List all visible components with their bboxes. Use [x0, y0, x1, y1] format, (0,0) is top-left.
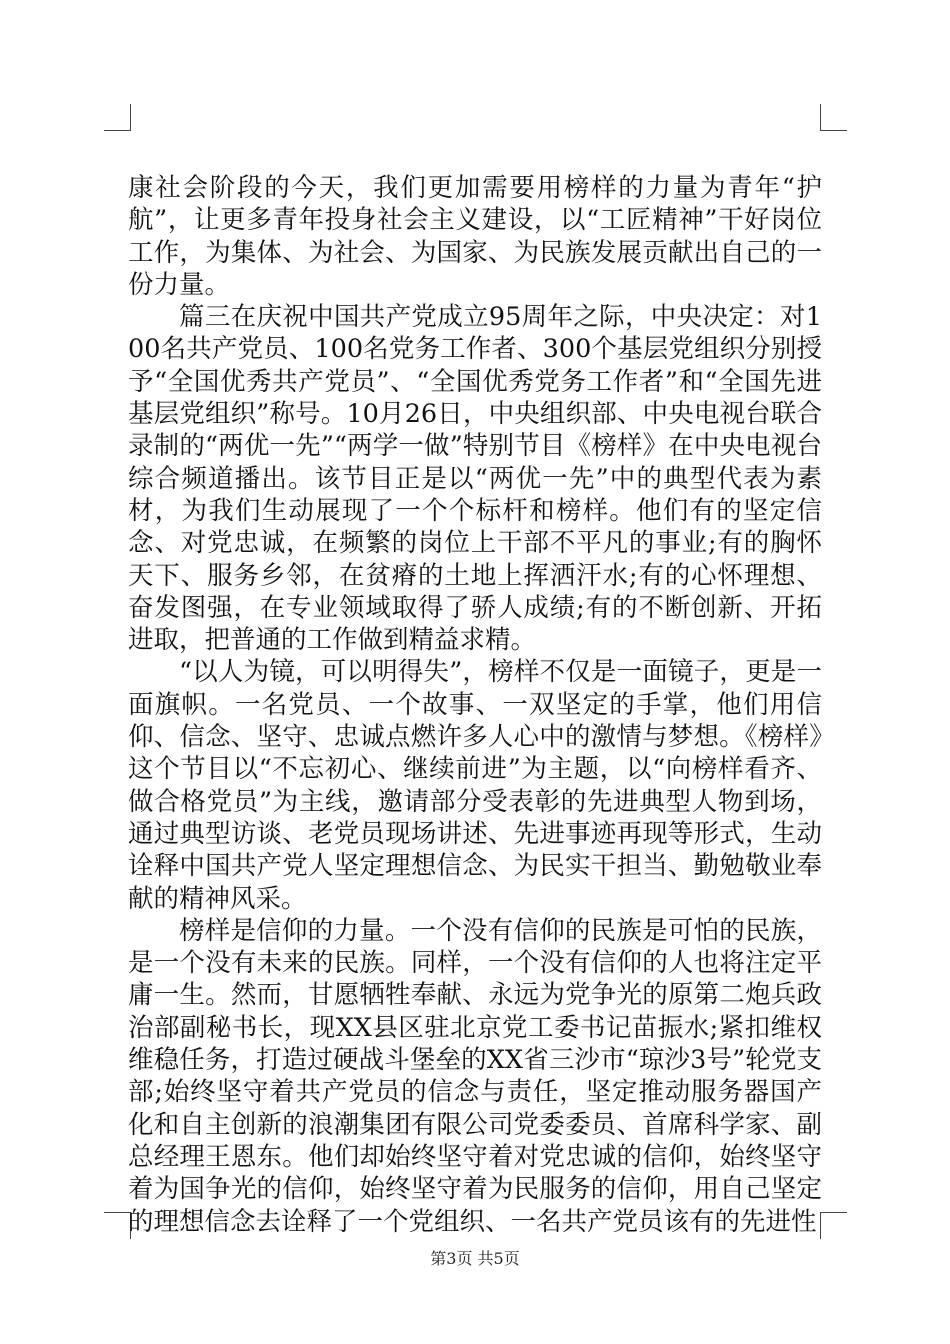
page-number-footer: 第3页 共5页 — [430, 1249, 520, 1268]
crop-mark-top-left — [104, 104, 131, 131]
paragraph: “以人为镜，可以明得失”，榜样不仅是一面镜子，更是一面旗帜。一名党员、一个故事、一双坚定的手掌，他们用信仰、信念、坚守、忠诚点燃许多人心中的激情与梦想。《榜样》这个节目以“不忘初心、继续前进”为主题，以“向榜样看齐、做合格党员”为主线，邀请部分受表彰的先进典型人物到场，通过典型访谈、老党员现场讲述、先进事迹再现等形式，生动诠释中国共产党人坚定理想信念、为民实干担当、勤勉敬业奉献的精神风采。 — [128, 657, 822, 914]
crop-mark-bottom-left — [104, 1212, 131, 1239]
crop-mark-top-right — [820, 104, 847, 131]
paragraph: 篇三在庆祝中国共产党成立95周年之际，中央决定：对100名共产党员、100名党务工作者、300个基层党组织分别授予“全国优秀共产党员”、“全国优秀党务工作者”和“全国先进基层党组织”称号。10月26日，中央组织部、中央电视台联合录制的“两优一先”“两学一做”特别节目《榜样》在中央电视台综合频道播出。该节目正是以“两优一先”中的典型代表为素材，为我们生动展现了一个个标杆和榜样。他们有的坚定信念、对党忠诚，在频繁的岗位上干部不平凡的事业;有的胸怀天下、服务乡邻，在贫瘠的土地上挥洒汗水;有的心怀理想、奋发图强，在专业领域取得了骄人成绩;有的不断创新、开拓进取，把普通的工作做到精益求精。 — [128, 302, 822, 656]
paragraph: 榜样是信仰的力量。一个没有信仰的民族是可怕的民族，是一个没有未来的民族。同样，一个没有信仰的人也将注定平庸一生。然而，甘愿牺牲奉献、永远为党争光的原第二炮兵政治部副秘书长，现XX县区驻北京党工委书记苗振水;紧扣维权维稳任务，打造过硬战斗堡垒的XX省三沙市“琼沙3号”轮党支部;始终坚守着共产党员的信念与责任，坚定推动服务器国产化和自主创新的浪潮集团有限公司党委委员、首席科学家、副总经理王恩东。他们却始终坚守着对党忠诚的信仰，始终坚守着为国争光的信仰，始终坚守着为民服务的信仰，用自己坚定的理想信念去诠释了一个党组织、一名共产党员该有的先进性 — [128, 915, 822, 1237]
document-body — [128, 172, 822, 1238]
paragraph-continued: 康社会阶段的今天，我们更加需要用榜样的力量为青年“护航”，让更多青年投身社会主义建设，以“工匠精神”干好岗位工作，为集体、为社会、为国家、为民族发展贡献出自己的一份力量。 — [128, 173, 822, 300]
crop-mark-bottom-right — [820, 1212, 847, 1239]
